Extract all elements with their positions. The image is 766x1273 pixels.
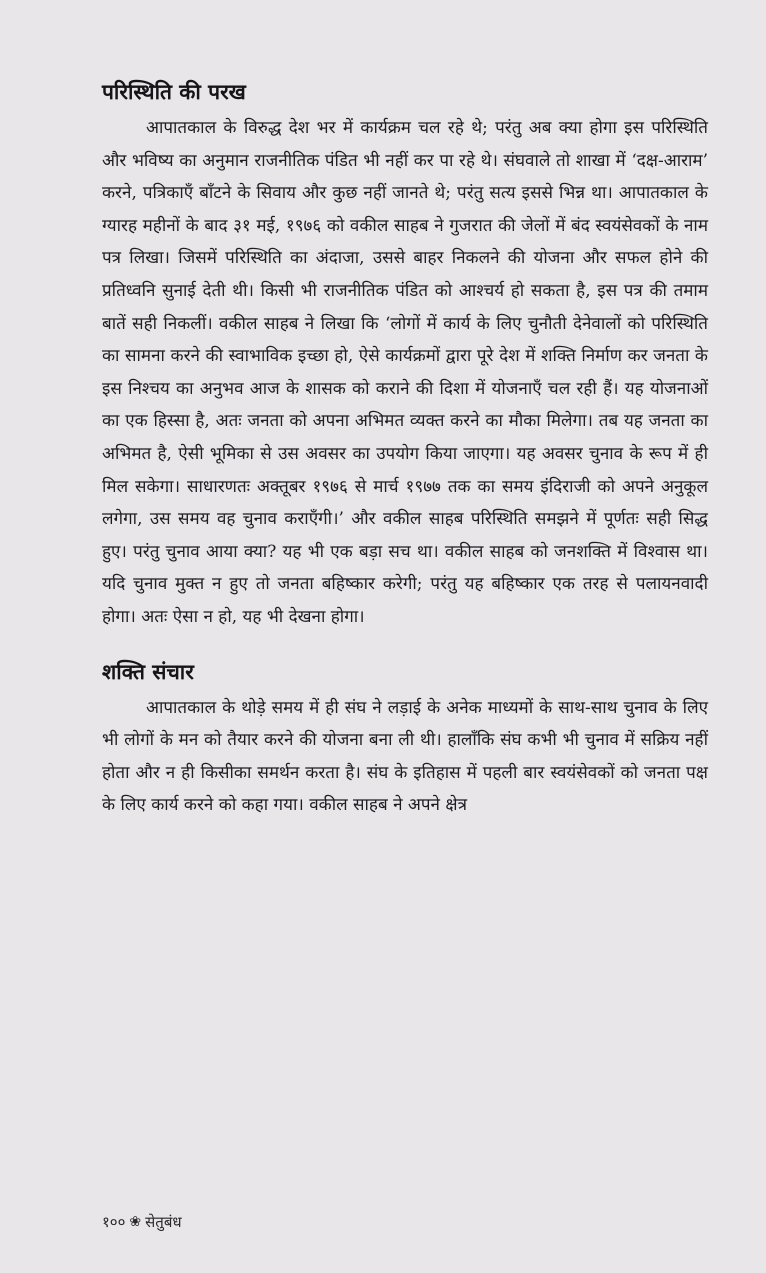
- section-heading-power: शक्ति संचार: [102, 659, 194, 684]
- flower-ornament-icon: ❀: [129, 1214, 142, 1230]
- page-footer: [102, 1212, 182, 1232]
- section-paragraph-power: आपातकाल के थोड़े समय में ही संघ ने लड़ाई के अनेक माध्यमों के साथ-साथ चुनाव के लिए भी लोगों के मन को तैयार करने की योजना बना ली थी। हालाँकि संघ कभी भी चुनाव में सक्रिय नहीं होता और न ही किसीका समर्थन करता है। संघ के इतिहास में पहली बार स्वयंसेवकों को जनता पक्ष के लिए कार्य करने को कहा गया। वकील साहब ने अपने क्षेत्र: [102, 697, 708, 816]
- book-title: सेतुबंध: [145, 1213, 182, 1231]
- section-paragraph-situation: आपातकाल के विरुद्ध देश भर में कार्यक्रम चल रहे थे; परंतु अब क्या होगा इस परिस्थिति और भविष्य का अनुमान राजनीतिक पंडित भी नहीं कर पा रहे थे। संघवाले तो शाखा में ‘दक्ष-आराम’ करने, पत्रिकाएँ बाँटने के सिवाय और कुछ नहीं जानते थे; परंतु सत्य इससे भिन्न था। आपातकाल के ग्यारह महीनों के बाद ३१ मई, १९७६ को वकील साहब ने गुजरात की जेलों में बंद स्वयंसेवकों के नाम पत्र लिखा। जिसमें परिस्थिति का अंदाजा, उससे बाहर निकलने की योजना और सफल होने की प्रतिध्वनि सुनाई देती थी। किसी भी राजनीतिक पंडित को आश्चर्य हो सकता है, इस पत्र की तमाम बातें सही निकलीं। वकील साहब ने लिखा कि ‘लोगों में कार्य के लिए चुनौती देनेवालों को परिस्थिति का सामना करने की स्वाभाविक इच्छा हो, ऐसे कार्यक्रमों द्वारा पूरे देश में शक्ति निर्माण कर जनता के इस निश्चय का अनुभव आज के शासक को कराने की दिशा में योजनाएँ चल रही हैं। यह योजनाओं का एक हिस्सा है, अतः जनता को अपना अभिमत व्यक्त करने का मौका मिलेगा। तब यह जनता का अभिमत है, ऐसी भूमिका से उस अवसर का उपयोग किया जाएगा। यह अवसर चुनाव के रूप में ही मिल सकेगा। साधारणतः अक्तूबर १९७६ से मार्च १९७७ तक का समय इंदिराजी को अपने अनुकूल लगेगा, उस समय वह चुनाव कराएँगी।’ और वकील साहब परिस्थिति समझने में पूर्णतः सही सिद्ध हुए। परंतु चुनाव आया क्या? यह भी एक बड़ा सच था। वकील साहब को जनशक्ति में विश्वास था। यदि चुनाव मुक्त न हुए तो जनता बहिष्कार करेगी; परंतु यह बहिष्कार एक तरह से पलायनवादी होगा। अतः ऐसा न हो, यह भी देखना होगा।: [102, 118, 708, 627]
- page-number: १००: [102, 1213, 126, 1231]
- section-heading-situation: परिस्थिति की परख: [102, 80, 246, 104]
